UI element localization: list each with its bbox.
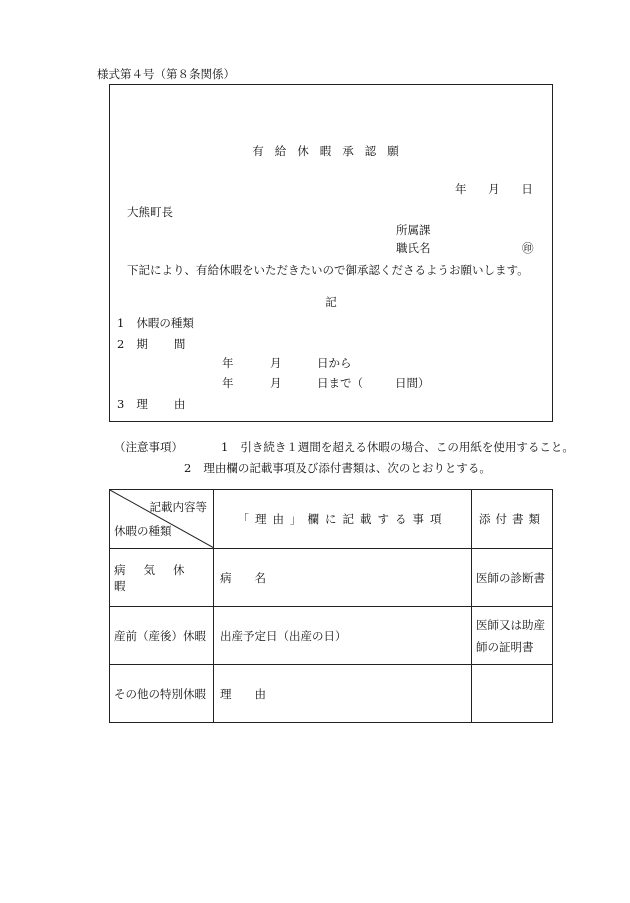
item-number: 3: [117, 397, 125, 411]
reason-cell: 理 由: [214, 665, 472, 723]
item-number: 1: [117, 316, 125, 330]
table-header-row: [110, 490, 553, 549]
period-to-line: [222, 375, 430, 391]
date-year-label: 年: [455, 182, 467, 196]
to-suffix: 日まで（: [317, 376, 363, 390]
note-number: 2: [184, 461, 192, 475]
ki-heading: 記: [325, 295, 337, 309]
department-label: 所属課: [396, 223, 431, 237]
item-reason: [117, 396, 211, 412]
application-form-box: [109, 84, 553, 422]
note-2: [184, 460, 491, 476]
docs-cell: 医師の診断書: [472, 549, 553, 607]
item-label: 休暇の種類: [136, 316, 194, 330]
note-text: 理由欄の記載事項及び添付書類は、次のとおりとする。: [203, 461, 491, 475]
to-year: 年: [222, 376, 234, 390]
note-1: [221, 439, 574, 455]
header-attached-docs: 添付書類: [472, 490, 553, 549]
item-label: 理由: [136, 397, 212, 411]
docs-cell: [472, 665, 553, 723]
notes-heading: [114, 439, 183, 455]
item-number: 2: [117, 337, 125, 351]
table-row: [110, 607, 553, 665]
days-count-label: 日間）: [395, 376, 430, 390]
reason-cell: 出産予定日（出産の日）: [214, 607, 472, 665]
request-text: 下記により、有給休暇をいただきたいので御承認くださるようお願いします。: [127, 263, 529, 277]
date-month-label: 月: [488, 182, 500, 196]
form-title: 有給休暇承認願: [252, 144, 410, 158]
from-year: 年: [222, 356, 234, 370]
seal-mark: ㊞: [522, 241, 534, 255]
notes-heading-text: （注意事項）: [114, 440, 183, 454]
leave-type-cell: 産前（産後）休暇: [110, 607, 214, 665]
from-month: 月: [270, 356, 282, 370]
to-month: 月: [270, 376, 282, 390]
header-leave-type-label: 休暇の種類: [114, 524, 172, 538]
header-reason-items: 「理由」欄に記載する事項: [214, 490, 472, 549]
reason-cell: 病 名: [214, 549, 472, 607]
date-day-label: 日: [521, 182, 533, 196]
from-suffix: 日から: [317, 356, 352, 370]
leave-documents-table: [109, 489, 553, 723]
table-row: [110, 549, 553, 607]
leave-type-cell: その他の特別休暇: [110, 665, 214, 723]
item-leave-type: [117, 315, 194, 331]
form-number-label: 様式第４号（第８条関係）: [97, 67, 235, 81]
date-line: [455, 181, 533, 197]
note-text: 引き続き１週間を超える休暇の場合、この用紙を使用すること。: [240, 440, 574, 454]
docs-cell: 医師又は助産師の証明書: [472, 607, 553, 665]
applicant-name-label: 職氏名: [396, 241, 431, 255]
item-period: [117, 336, 211, 352]
item-label: 期間: [136, 337, 212, 351]
leave-type-cell: 病気休暇: [110, 549, 214, 607]
header-content-label: 記載内容等: [149, 500, 207, 514]
table-row: [110, 665, 553, 723]
period-from-line: [222, 355, 352, 371]
diagonal-header-cell: [110, 490, 214, 549]
addressee: 大熊町長: [127, 205, 173, 219]
note-number: 1: [221, 440, 229, 454]
